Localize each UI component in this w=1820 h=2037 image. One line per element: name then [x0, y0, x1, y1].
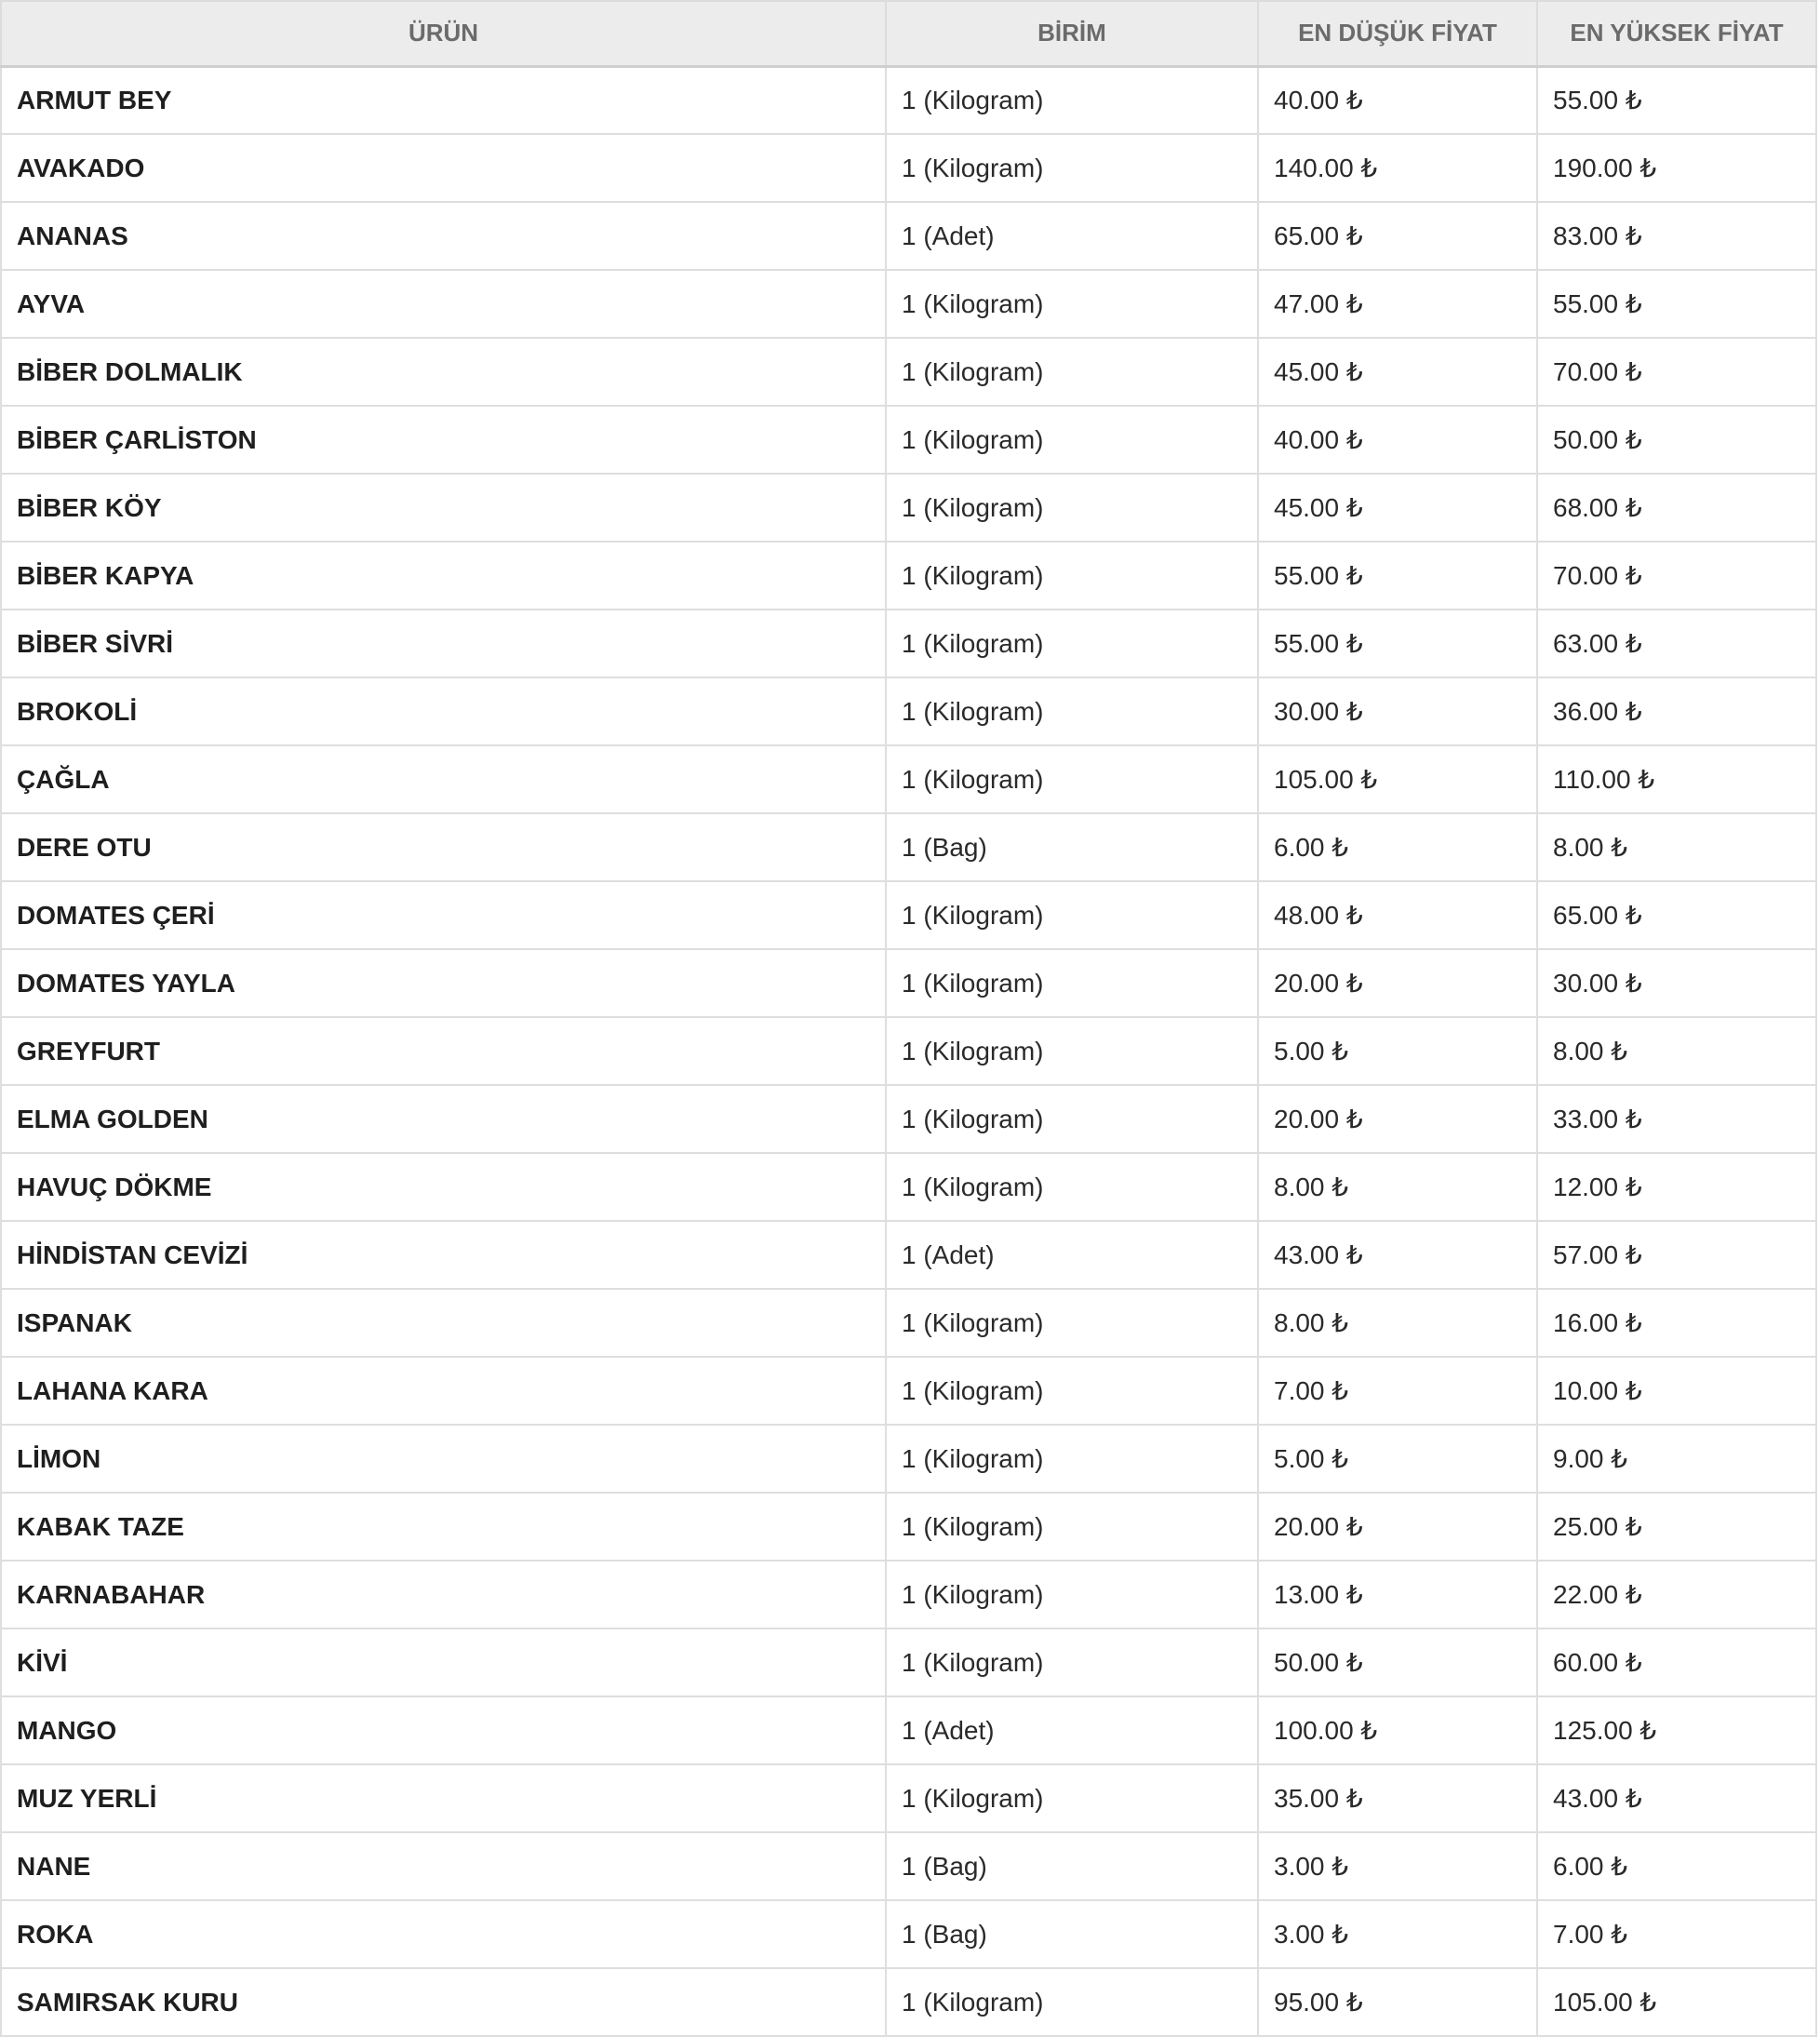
unit-cell: 1 (Kilogram) [886, 1153, 1258, 1221]
max-price-cell: 6.00 ₺ [1537, 1832, 1816, 1900]
min-price-cell: 13.00 ₺ [1258, 1561, 1537, 1628]
unit-cell: 1 (Kilogram) [886, 1085, 1258, 1153]
table-row [1, 1832, 1816, 1900]
unit-cell: 1 (Kilogram) [886, 677, 1258, 745]
unit-cell: 1 (Kilogram) [886, 338, 1258, 406]
table-row [1, 1221, 1816, 1289]
max-price-cell: 25.00 ₺ [1537, 1493, 1816, 1561]
table-row [1, 1017, 1816, 1085]
max-price-cell: 55.00 ₺ [1537, 270, 1816, 338]
unit-cell: 1 (Kilogram) [886, 1425, 1258, 1493]
min-price-cell: 65.00 ₺ [1258, 202, 1537, 270]
min-price-cell: 45.00 ₺ [1258, 474, 1537, 542]
max-price-cell: 57.00 ₺ [1537, 1221, 1816, 1289]
min-price-cell: 8.00 ₺ [1258, 1289, 1537, 1357]
unit-cell: 1 (Bag) [886, 1832, 1258, 1900]
product-name-cell: MANGO [1, 1696, 886, 1764]
unit-cell: 1 (Kilogram) [886, 406, 1258, 474]
product-name-cell: BİBER DOLMALIK [1, 338, 886, 406]
min-price-cell: 55.00 ₺ [1258, 610, 1537, 677]
product-name-cell: HAVUÇ DÖKME [1, 1153, 886, 1221]
product-name-cell: LİMON [1, 1425, 886, 1493]
table-row [1, 1153, 1816, 1221]
max-price-cell: 36.00 ₺ [1537, 677, 1816, 745]
table-row [1, 270, 1816, 338]
product-name-cell: KİVİ [1, 1628, 886, 1696]
min-price-cell: 45.00 ₺ [1258, 338, 1537, 406]
max-price-cell: 43.00 ₺ [1537, 1764, 1816, 1832]
unit-cell: 1 (Adet) [886, 1696, 1258, 1764]
min-price-cell: 8.00 ₺ [1258, 1153, 1537, 1221]
table-row [1, 1425, 1816, 1493]
max-price-cell: 8.00 ₺ [1537, 1017, 1816, 1085]
table-row [1, 474, 1816, 542]
max-price-cell: 105.00 ₺ [1537, 1968, 1816, 2036]
unit-cell: 1 (Kilogram) [886, 1628, 1258, 1696]
product-name-cell: NANE [1, 1832, 886, 1900]
max-price-cell: 16.00 ₺ [1537, 1289, 1816, 1357]
unit-cell: 1 (Bag) [886, 1900, 1258, 1968]
product-name-cell: KABAK TAZE [1, 1493, 886, 1561]
min-price-cell: 6.00 ₺ [1258, 813, 1537, 881]
min-price-cell: 95.00 ₺ [1258, 1968, 1537, 2036]
table-row [1, 677, 1816, 745]
product-name-cell: AYVA [1, 270, 886, 338]
min-price-cell: 140.00 ₺ [1258, 134, 1537, 202]
min-price-cell: 35.00 ₺ [1258, 1764, 1537, 1832]
min-price-cell: 40.00 ₺ [1258, 406, 1537, 474]
min-price-cell: 20.00 ₺ [1258, 1493, 1537, 1561]
product-name-cell: ANANAS [1, 202, 886, 270]
product-name-cell: GREYFURT [1, 1017, 886, 1085]
max-price-cell: 33.00 ₺ [1537, 1085, 1816, 1153]
unit-cell: 1 (Kilogram) [886, 1561, 1258, 1628]
max-price-cell: 8.00 ₺ [1537, 813, 1816, 881]
table-row [1, 1493, 1816, 1561]
header-row [1, 1, 1816, 66]
product-name-cell: BİBER ÇARLİSTON [1, 406, 886, 474]
product-name-cell: DERE OTU [1, 813, 886, 881]
table-row [1, 1764, 1816, 1832]
product-name-cell: BROKOLİ [1, 677, 886, 745]
table-row [1, 1561, 1816, 1628]
max-price-cell: 70.00 ₺ [1537, 338, 1816, 406]
product-name-cell: ROKA [1, 1900, 886, 1968]
table-row [1, 813, 1816, 881]
min-price-cell: 5.00 ₺ [1258, 1017, 1537, 1085]
header-product: ÜRÜN [1, 1, 886, 66]
unit-cell: 1 (Kilogram) [886, 1357, 1258, 1425]
unit-cell: 1 (Kilogram) [886, 745, 1258, 813]
table-row [1, 202, 1816, 270]
table-row [1, 134, 1816, 202]
max-price-cell: 190.00 ₺ [1537, 134, 1816, 202]
unit-cell: 1 (Adet) [886, 202, 1258, 270]
min-price-cell: 7.00 ₺ [1258, 1357, 1537, 1425]
max-price-cell: 68.00 ₺ [1537, 474, 1816, 542]
unit-cell: 1 (Kilogram) [886, 474, 1258, 542]
product-name-cell: SAMIRSAK KURU [1, 1968, 886, 2036]
product-name-cell: DOMATES ÇERİ [1, 881, 886, 949]
min-price-cell: 50.00 ₺ [1258, 1628, 1537, 1696]
table-row [1, 610, 1816, 677]
header-min-price: EN DÜŞÜK FİYAT [1258, 1, 1537, 66]
table-row [1, 949, 1816, 1017]
min-price-cell: 40.00 ₺ [1258, 66, 1537, 134]
unit-cell: 1 (Kilogram) [886, 949, 1258, 1017]
unit-cell: 1 (Kilogram) [886, 881, 1258, 949]
max-price-cell: 30.00 ₺ [1537, 949, 1816, 1017]
max-price-cell: 10.00 ₺ [1537, 1357, 1816, 1425]
unit-cell: 1 (Adet) [886, 1221, 1258, 1289]
min-price-cell: 20.00 ₺ [1258, 1085, 1537, 1153]
table-row [1, 1357, 1816, 1425]
product-name-cell: MUZ YERLİ [1, 1764, 886, 1832]
min-price-cell: 20.00 ₺ [1258, 949, 1537, 1017]
product-name-cell: HİNDİSTAN CEVİZİ [1, 1221, 886, 1289]
table-row [1, 1628, 1816, 1696]
min-price-cell: 105.00 ₺ [1258, 745, 1537, 813]
table-row [1, 881, 1816, 949]
unit-cell: 1 (Kilogram) [886, 1289, 1258, 1357]
product-name-cell: ARMUT BEY [1, 66, 886, 134]
max-price-cell: 7.00 ₺ [1537, 1900, 1816, 1968]
unit-cell: 1 (Kilogram) [886, 1493, 1258, 1561]
max-price-cell: 70.00 ₺ [1537, 542, 1816, 610]
max-price-cell: 110.00 ₺ [1537, 745, 1816, 813]
max-price-cell: 55.00 ₺ [1537, 66, 1816, 134]
product-name-cell: ÇAĞLA [1, 745, 886, 813]
unit-cell: 1 (Kilogram) [886, 1968, 1258, 2036]
min-price-cell: 5.00 ₺ [1258, 1425, 1537, 1493]
max-price-cell: 65.00 ₺ [1537, 881, 1816, 949]
table-row [1, 1085, 1816, 1153]
unit-cell: 1 (Kilogram) [886, 610, 1258, 677]
max-price-cell: 12.00 ₺ [1537, 1153, 1816, 1221]
max-price-cell: 50.00 ₺ [1537, 406, 1816, 474]
min-price-cell: 100.00 ₺ [1258, 1696, 1537, 1764]
unit-cell: 1 (Kilogram) [886, 542, 1258, 610]
header-unit: BİRİM [886, 1, 1258, 66]
table-body [1, 66, 1816, 2036]
max-price-cell: 9.00 ₺ [1537, 1425, 1816, 1493]
table-row [1, 745, 1816, 813]
table-row [1, 66, 1816, 134]
table-row [1, 1289, 1816, 1357]
unit-cell: 1 (Kilogram) [886, 1764, 1258, 1832]
table-row [1, 406, 1816, 474]
table-row [1, 542, 1816, 610]
table-row [1, 1900, 1816, 1968]
unit-cell: 1 (Kilogram) [886, 134, 1258, 202]
product-name-cell: BİBER SİVRİ [1, 610, 886, 677]
unit-cell: 1 (Kilogram) [886, 66, 1258, 134]
min-price-cell: 55.00 ₺ [1258, 542, 1537, 610]
min-price-cell: 48.00 ₺ [1258, 881, 1537, 949]
max-price-cell: 22.00 ₺ [1537, 1561, 1816, 1628]
product-name-cell: KARNABAHAR [1, 1561, 886, 1628]
unit-cell: 1 (Bag) [886, 813, 1258, 881]
product-name-cell: BİBER KÖY [1, 474, 886, 542]
table-row [1, 338, 1816, 406]
product-name-cell: LAHANA KARA [1, 1357, 886, 1425]
table-row [1, 1696, 1816, 1764]
unit-cell: 1 (Kilogram) [886, 1017, 1258, 1085]
max-price-cell: 83.00 ₺ [1537, 202, 1816, 270]
unit-cell: 1 (Kilogram) [886, 270, 1258, 338]
max-price-cell: 63.00 ₺ [1537, 610, 1816, 677]
table-header [1, 1, 1816, 66]
product-name-cell: AVAKADO [1, 134, 886, 202]
product-name-cell: ELMA GOLDEN [1, 1085, 886, 1153]
min-price-cell: 47.00 ₺ [1258, 270, 1537, 338]
product-name-cell: ISPANAK [1, 1289, 886, 1357]
min-price-cell: 3.00 ₺ [1258, 1832, 1537, 1900]
product-name-cell: DOMATES YAYLA [1, 949, 886, 1017]
product-name-cell: BİBER KAPYA [1, 542, 886, 610]
table-row [1, 1968, 1816, 2036]
min-price-cell: 43.00 ₺ [1258, 1221, 1537, 1289]
min-price-cell: 30.00 ₺ [1258, 677, 1537, 745]
max-price-cell: 125.00 ₺ [1537, 1696, 1816, 1764]
header-max-price: EN YÜKSEK FİYAT [1537, 1, 1816, 66]
min-price-cell: 3.00 ₺ [1258, 1900, 1537, 1968]
max-price-cell: 60.00 ₺ [1537, 1628, 1816, 1696]
